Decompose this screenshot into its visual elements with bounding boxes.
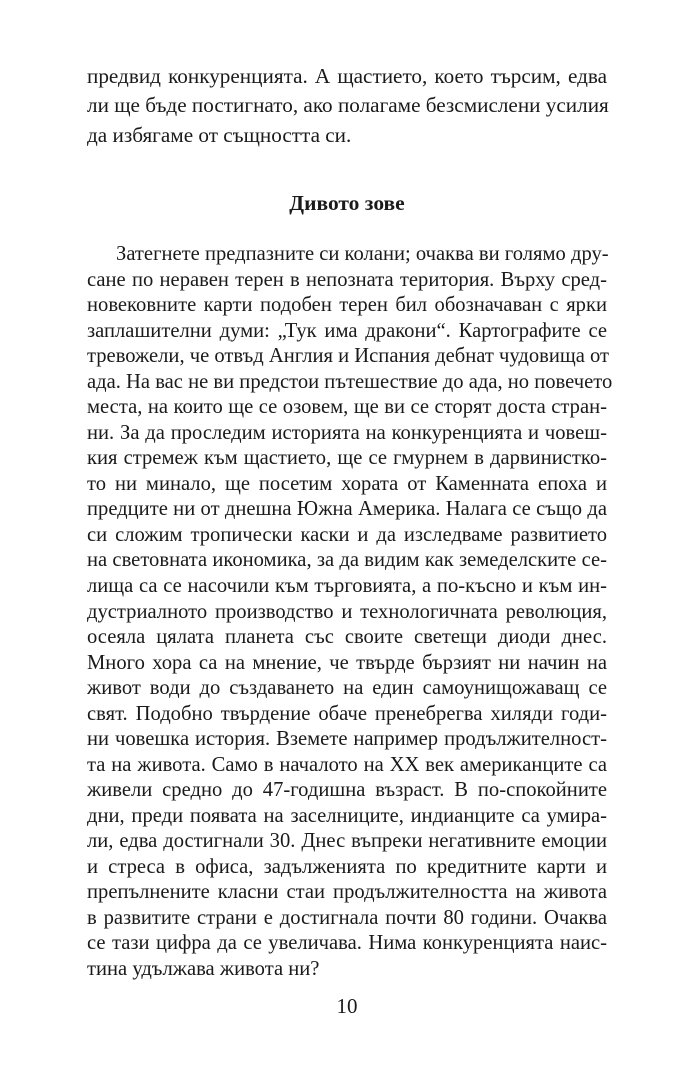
- body-line: на световната икономика, за да видим как земеделските се-: [87, 549, 607, 571]
- body-line: тревожели, че отвъд Англия и Испания дебнат чудовища от: [87, 345, 610, 367]
- body-line: та на живота. Само в началото на XX век американците са: [87, 754, 607, 776]
- body-line: места, на които ще се озовем, ще ви се сторят доста стран-: [87, 396, 607, 418]
- body-line: в развитите страни е достигнала почти 80 години. Очаква: [87, 907, 607, 929]
- body-line: ни човешка история. Вземете например продължителност-: [87, 728, 607, 750]
- body-line: дустриалното производство и технологичната революция,: [87, 601, 607, 623]
- body-line: тина удължава живота ни?: [87, 958, 320, 980]
- page-number: 10: [336, 994, 358, 1018]
- body-line: ада. На вас не ви предстои пътешествие до ада, но повечето: [87, 371, 613, 393]
- body-line: живели средно до 47-годишна възраст. В по-спокойните: [87, 779, 607, 801]
- body-line: лища са се насочили към търговията, а по-късно и към ин-: [87, 575, 607, 597]
- body-line: препълнените класни стаи продължителността на живота: [87, 881, 607, 903]
- body-line: осеяла цялата планета със своите светещи диоди днес.: [87, 626, 607, 648]
- body-line: живот води до създаването на един самоунищожаващ се: [87, 677, 607, 699]
- body-line: ли, едва достигнали 30. Днес въпреки негативните емоции: [87, 830, 607, 852]
- body-line: си сложим тропически каски и да изследваме развитието: [87, 524, 607, 546]
- section-heading: Дивото зове: [289, 191, 405, 215]
- body-line: ни. За да проследим историята на конкуренцията и човеш-: [87, 422, 607, 444]
- body-line: заплашителни думи: „Тук има дракони“. Картографите се: [87, 320, 607, 342]
- body-line: се тази цифра да се увеличава. Нима конкуренцията наис-: [87, 932, 607, 954]
- body-line: новековните карти подобен терен бил обозначаван с ярки: [87, 294, 607, 316]
- body-line: то ни минало, ще посетим хората от Каменната епоха и: [87, 473, 607, 495]
- body-line: дни, преди появата на заселниците, индианците са умира-: [87, 805, 607, 827]
- intro-line: предвид конкуренцията. А щастието, което търсим, едва: [87, 64, 607, 88]
- body-line: сане по неравен терен в непозната територия. Върху сред-: [87, 269, 607, 291]
- body-line: свят. Подобно твърдение обаче пренебрегва хиляди годи-: [87, 703, 607, 725]
- body-line: предците ни от днешна Южна Америка. Налага се също да: [87, 498, 607, 520]
- intro-line: ли ще бъде постигнато, ако полагаме безсмислени усилия: [87, 93, 609, 117]
- body-line: кия стремеж към щастието, ще се гмурнем в дарвинистко-: [87, 447, 607, 469]
- intro-line: да избягаме от същността си.: [87, 123, 352, 147]
- body-line: и стреса в офиса, задълженията по кредитните карти и: [87, 856, 607, 878]
- body-line: Много хора са на мнение, че твърде бързият ни начин на: [87, 652, 607, 674]
- body-line: Затегнете предпазните си колани; очаква ви голямо дру-: [116, 243, 609, 265]
